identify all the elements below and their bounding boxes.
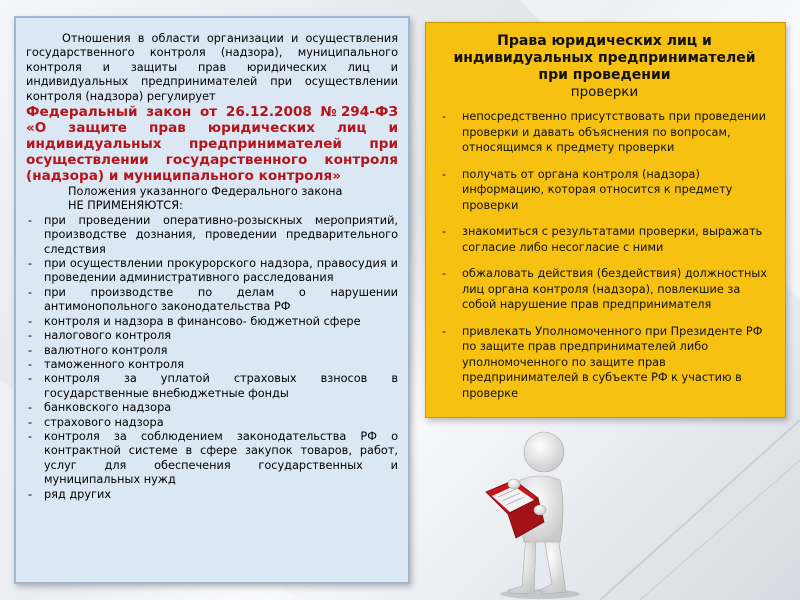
rights-panel	[425, 22, 786, 418]
list-item: - при производстве по делам о нарушении антимонопольного законодательства РФ	[26, 286, 398, 315]
rights-title: Права юридических лиц и индивидуальных предпринимателей при проведении	[453, 33, 756, 83]
exceptions-list	[26, 214, 398, 502]
list-item: - получать от органа контроля (надзора) информацию, которая относится к предмету проверки	[438, 167, 771, 214]
left-text-panel	[14, 16, 410, 584]
list-item: - контроля и надзора в финансово- бюджетной сфере	[26, 315, 398, 329]
list-item: - при проведении оперативно-розыскных мероприятий, производстве дознания, проведении предварительного следствия	[26, 214, 398, 257]
list-item: - таможенного контроля	[26, 358, 398, 372]
list-item: - налогового контроля	[26, 329, 398, 343]
list-item: - привлекать Уполномоченного при Президенте РФ по защите прав предпринимателей либо уполномоченного по защите прав предпринимателей в субъекте РФ к участию в проверке	[438, 324, 771, 402]
person-reading-book-icon	[478, 418, 598, 600]
list-item: - страхового надзора	[26, 416, 398, 430]
list-item: - знакомиться с результатами проверки, выражать согласие либо несогласие с ними	[438, 224, 771, 255]
list-item: - ряд других	[26, 488, 398, 502]
list-item: - контроля за соблюдением законодательства РФ о контрактной системе в сфере закупок товаров, работ, услуг для обеспечения государственных и муниципальных нужд	[26, 430, 398, 488]
rights-list	[438, 109, 771, 401]
federal-law-title: Федеральный закон от 26.12.2008 №294-ФЗ «О защите прав юридических лиц и индивидуальных предпринимателей при осуществлении государственного контроля (надзора) и муниципального контроля»	[26, 104, 398, 185]
list-item: - валютного контроля	[26, 344, 398, 358]
list-item: - обжаловать действия (бездействия) должностных лиц органа контроля (надзора), повлекшие за собой нарушение прав предпринимателя	[438, 266, 771, 313]
intro-text: Отношения в области организации и осуществления государственного контроля (надзора), муниципального контроля и защиты прав юридических лиц и индивидуальных предпринимателей при осуществлении контроля (надзора) регулирует	[26, 32, 398, 103]
list-item: - банковского надзора	[26, 401, 398, 415]
rights-subtitle: проверки	[570, 84, 639, 100]
list-item: - контроля за уплатой страховых взносов в государственные внебюджетные фонды	[26, 372, 398, 401]
provisions-label: Положения указанного Федерального закона	[68, 185, 343, 199]
not-applied-label: НЕ ПРИМЕНЯЮТСЯ:	[68, 199, 183, 213]
list-item: - непосредственно присутствовать при проведении проверки и давать объяснения по вопросам, относящимся к предмету проверки	[438, 109, 771, 156]
list-item: - при осуществлении прокурорского надзора, правосудия и проведении административного расследования	[26, 257, 398, 286]
